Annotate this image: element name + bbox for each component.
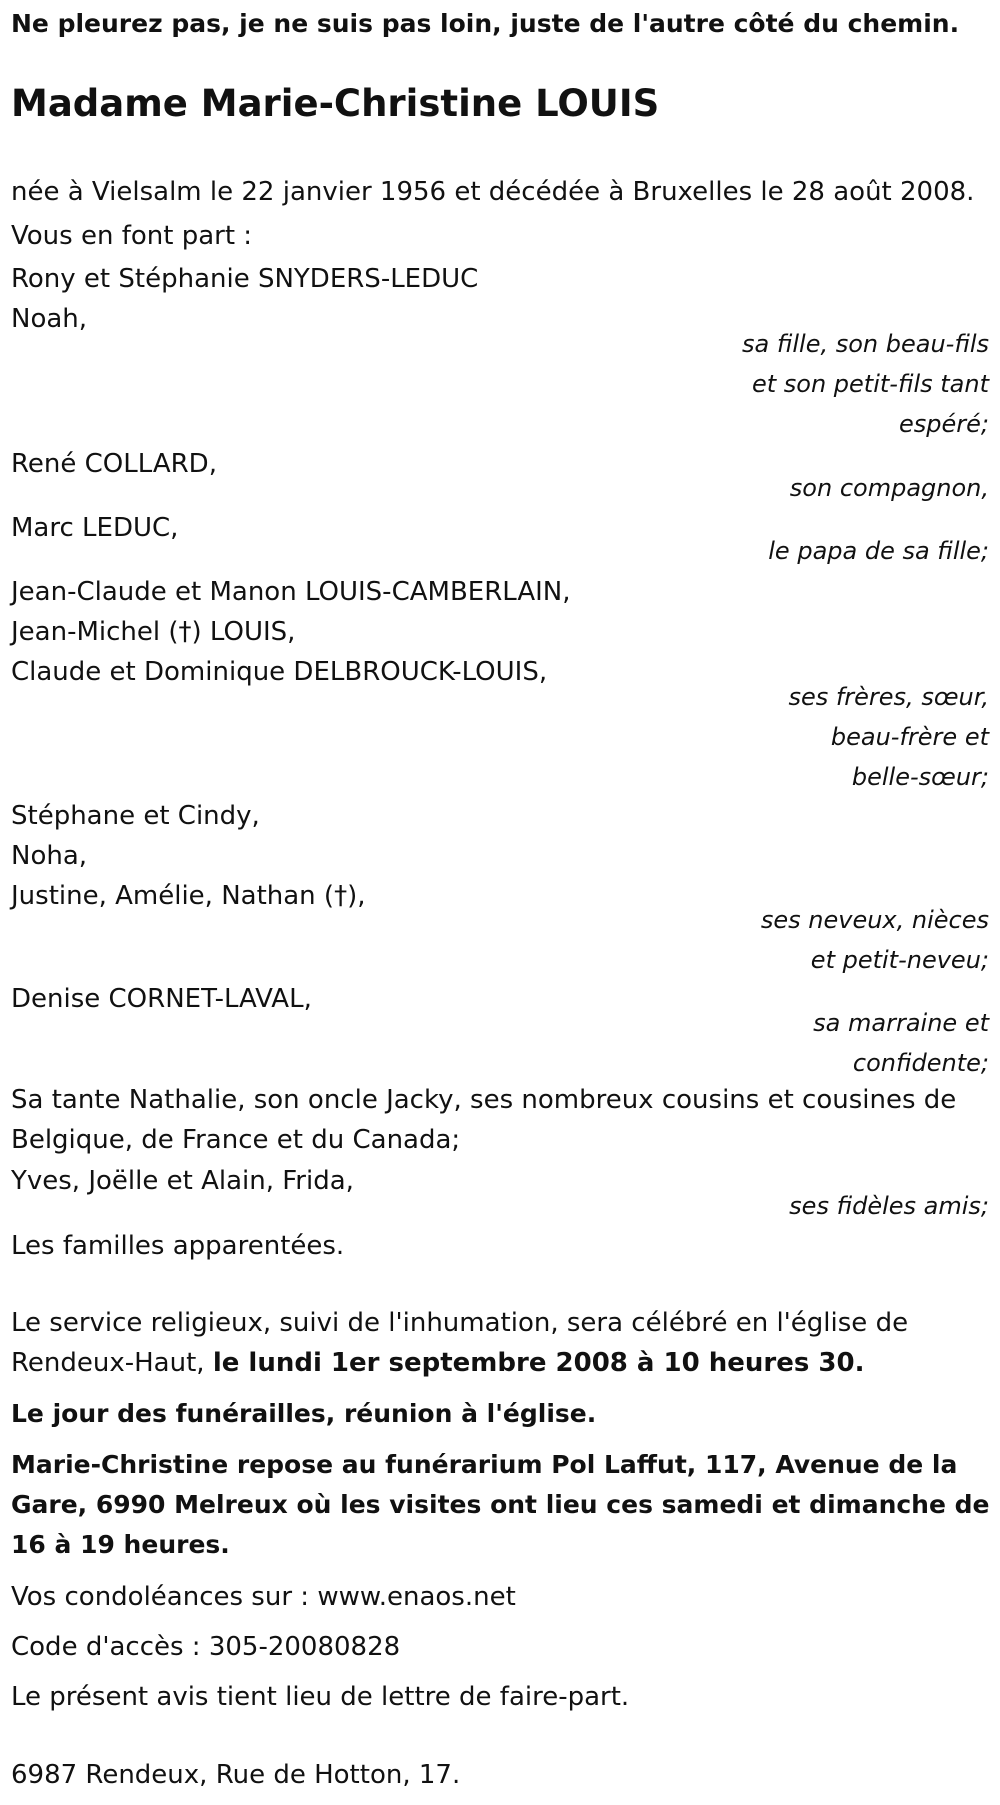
service-line-2 bbox=[11, 1343, 864, 1383]
access-code-line: Code d'accès : 305-20080828 bbox=[11, 1632, 401, 1662]
intro-line: Vous en font part : bbox=[11, 221, 253, 251]
role-nephews-2: et petit-neveu; bbox=[810, 946, 989, 974]
role-godmother-2: confidente; bbox=[852, 1049, 989, 1077]
birth-death-line: née à Vielsalm le 22 janvier 1956 et décédée à Bruxelles le 28 août 2008. bbox=[11, 177, 975, 207]
family-nephew-1: Stéphane et Cindy, bbox=[11, 801, 260, 831]
role-siblings-2: beau-frère et bbox=[830, 723, 989, 751]
service-place: Rendeux-Haut, bbox=[11, 1348, 213, 1378]
meeting-line: Le jour des funérailles, réunion à l'église. bbox=[11, 1399, 597, 1428]
role-father: le papa de sa fille; bbox=[768, 537, 989, 565]
funerarium-line-2: Gare, 6990 Melreux où les visites ont lieu ces samedi et dimanche de bbox=[11, 1490, 990, 1519]
role-companion: son compagnon, bbox=[789, 474, 989, 502]
role-daughter-1: sa fille, son beau-fils bbox=[742, 330, 989, 358]
service-line-1: Le service religieux, suivi de l'inhumation, sera célébré en l'église de bbox=[11, 1308, 909, 1338]
notice-line: Le présent avis tient lieu de lettre de faire-part. bbox=[11, 1682, 630, 1712]
funerarium-line-3: 16 à 19 heures. bbox=[11, 1530, 230, 1559]
role-daughter-2: et son petit-fils tant bbox=[751, 370, 989, 398]
family-daughter-line: Rony et Stéphanie SNYDERS-LEDUC bbox=[11, 264, 479, 294]
funerarium-line-1: Marie-Christine repose au funérarium Pol Laffut, 117, Avenue de la bbox=[11, 1450, 958, 1479]
family-father: Marc LEDUC, bbox=[11, 513, 179, 543]
role-nephews-1: ses neveux, nièces bbox=[760, 906, 989, 934]
family-sibling-1: Jean-Claude et Manon LOUIS-CAMBERLAIN, bbox=[11, 577, 571, 607]
family-nephew-3: Justine, Amélie, Nathan (†), bbox=[11, 881, 366, 911]
family-nephew-2: Noha, bbox=[11, 841, 88, 871]
family-friends: Yves, Joëlle et Alain, Frida, bbox=[11, 1166, 354, 1196]
epitaph: Ne pleurez pas, je ne suis pas loin, juste de l'autre côté du chemin. bbox=[11, 9, 960, 38]
family-sibling-2: Jean-Michel (†) LOUIS, bbox=[11, 617, 296, 647]
family-godmother: Denise CORNET-LAVAL, bbox=[11, 984, 312, 1014]
role-friends: ses fidèles amis; bbox=[789, 1192, 989, 1220]
service-date: le lundi 1er septembre 2008 à 10 heures 30. bbox=[212, 1348, 865, 1378]
role-siblings-3: belle-sœur; bbox=[851, 763, 989, 791]
condolences-line: Vos condoléances sur : www.enaos.net bbox=[11, 1582, 516, 1612]
address-line: 6987 Rendeux, Rue de Hotton, 17. bbox=[11, 1760, 461, 1790]
family-relatives-all: Les familles apparentées. bbox=[11, 1231, 345, 1261]
family-sibling-3: Claude et Dominique DELBROUCK-LOUIS, bbox=[11, 657, 548, 687]
role-siblings-1: ses frères, sœur, bbox=[788, 683, 989, 711]
family-companion: René COLLARD, bbox=[11, 449, 217, 479]
family-grandson-line: Noah, bbox=[11, 304, 88, 334]
family-relatives-1: Sa tante Nathalie, son oncle Jacky, ses nombreux cousins et cousines de bbox=[11, 1085, 957, 1115]
deceased-name: Madame Marie-Christine LOUIS bbox=[11, 82, 660, 125]
role-daughter-3: espéré; bbox=[899, 410, 989, 438]
role-godmother-1: sa marraine et bbox=[813, 1009, 989, 1037]
family-relatives-2: Belgique, de France et du Canada; bbox=[11, 1125, 461, 1155]
